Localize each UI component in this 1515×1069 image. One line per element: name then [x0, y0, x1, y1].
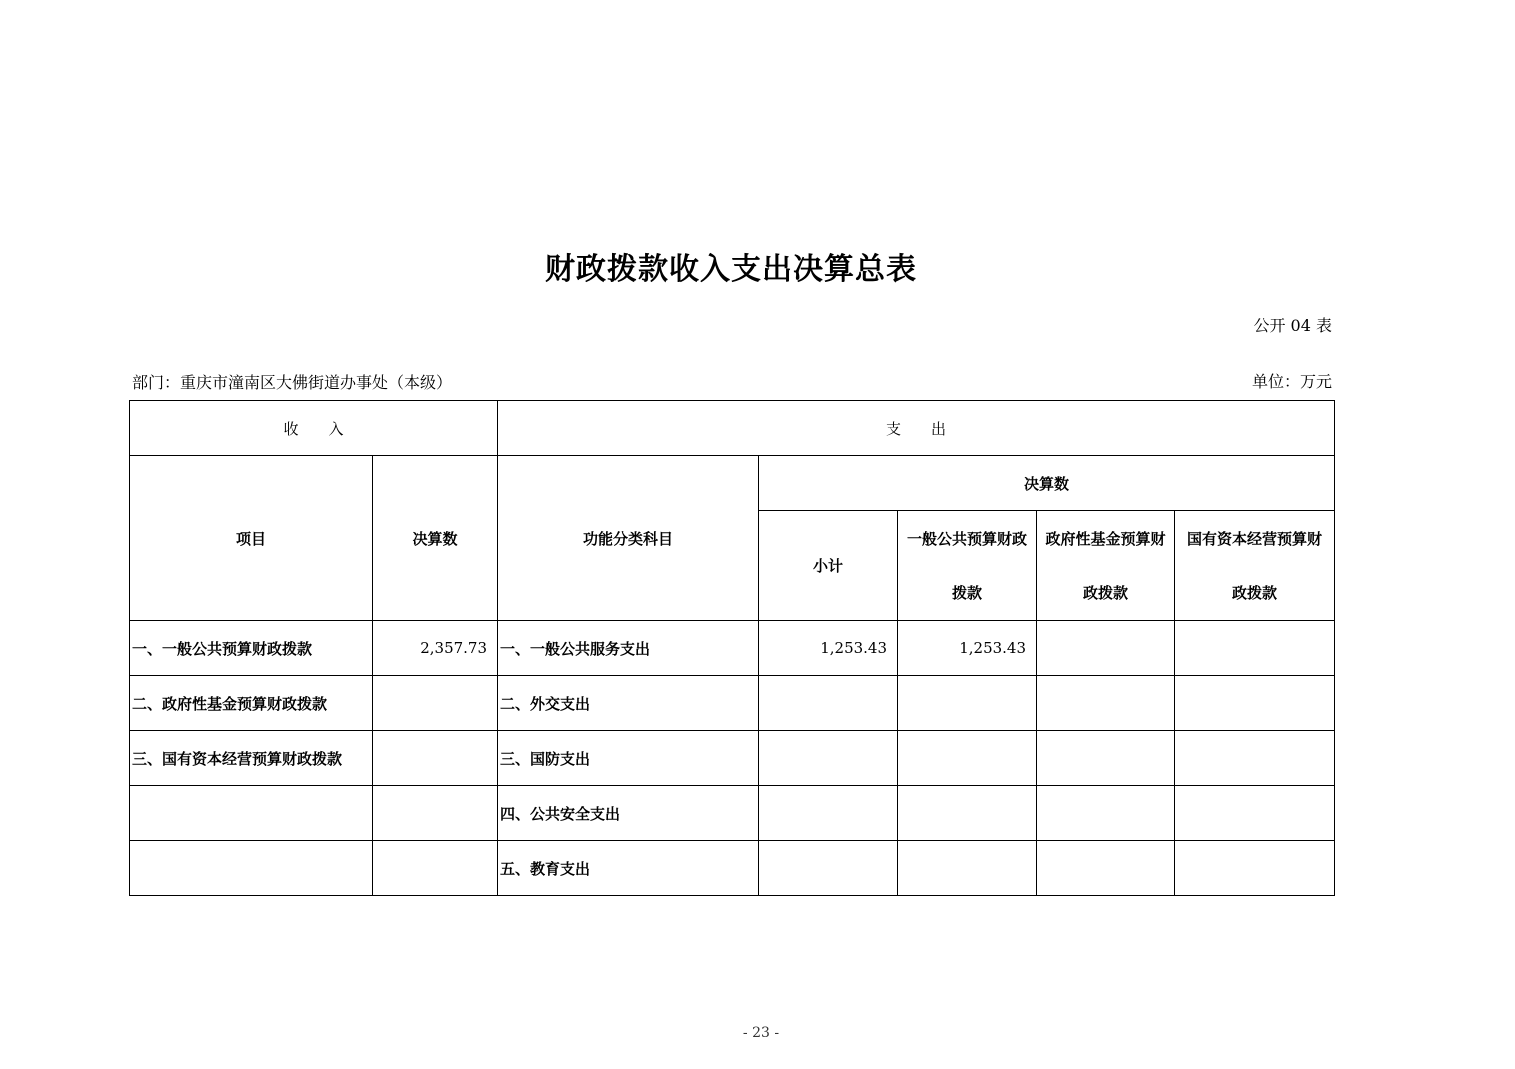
state-capital-cell [1175, 676, 1335, 731]
col-header-state-capital [1175, 511, 1335, 621]
page-number: - 23 - [742, 1025, 780, 1041]
income-item-cell: 一、一般公共预算财政拨款 [130, 621, 373, 676]
function-cell: 四、公共安全支出 [498, 786, 759, 841]
gov-fund-cell [1037, 786, 1175, 841]
col-header-function: 功能分类科目 [498, 456, 759, 621]
gov-fund-cell [1037, 621, 1175, 676]
subtotal-cell [759, 786, 898, 841]
income-amount-cell [373, 731, 498, 786]
income-amount-cell [373, 676, 498, 731]
state-capital-cell [1175, 621, 1335, 676]
table-row [130, 676, 1335, 731]
state-capital-cell [1175, 731, 1335, 786]
general-cell: 1,253.43 [898, 621, 1037, 676]
col-header-general [898, 511, 1037, 621]
income-item-cell: 三、国有资本经营预算财政拨款 [130, 731, 373, 786]
function-cell: 二、外交支出 [498, 676, 759, 731]
subtotal-cell [759, 731, 898, 786]
income-item-cell [130, 786, 373, 841]
table-row [130, 621, 1335, 676]
col-header-amount: 决算数 [373, 456, 498, 621]
subtotal-cell: 1,253.43 [759, 621, 898, 676]
unit-label: 单位：万元 [1251, 372, 1332, 391]
gov-fund-cell [1037, 841, 1175, 896]
function-cell: 一、一般公共服务支出 [498, 621, 759, 676]
col-header-general-line1: 一般公共预算财政 [907, 529, 1028, 548]
form-number: 公开 04 表 [1253, 316, 1332, 335]
col-header-state-capital-line1: 国有资本经营预算财 [1187, 529, 1323, 548]
col-header-gov-fund [1037, 511, 1175, 621]
general-cell [898, 731, 1037, 786]
page-title: 财政拨款收入支出决算总表 [545, 252, 917, 287]
subtotal-cell [759, 676, 898, 731]
col-header-gov-fund-line1: 政府性基金预算财 [1045, 529, 1166, 548]
state-capital-cell [1175, 841, 1335, 896]
income-item-cell [130, 841, 373, 896]
income-item-cell: 二、政府性基金预算财政拨款 [130, 676, 373, 731]
table-header-row-1 [130, 401, 1335, 456]
table-header-row-2 [130, 456, 1335, 511]
col-header-state-capital-line2: 政拨款 [1232, 583, 1278, 602]
expense-header: 支 出 [498, 401, 1335, 456]
subtotal-cell [759, 841, 898, 896]
function-cell: 五、教育支出 [498, 841, 759, 896]
budget-table [129, 400, 1335, 896]
general-cell [898, 786, 1037, 841]
col-header-item: 项目 [130, 456, 373, 621]
col-header-gov-fund-line2: 政拨款 [1083, 583, 1129, 602]
income-amount-cell [373, 841, 498, 896]
department-label: 部门：重庆市潼南区大佛街道办事处（本级） [132, 373, 453, 392]
general-cell [898, 841, 1037, 896]
table-row [130, 786, 1335, 841]
col-header-subtotal: 小计 [759, 511, 898, 621]
state-capital-cell [1175, 786, 1335, 841]
table-row [130, 731, 1335, 786]
function-cell: 三、国防支出 [498, 731, 759, 786]
col-header-general-line2: 拨款 [952, 583, 983, 602]
table-row [130, 841, 1335, 896]
income-header: 收 入 [130, 401, 498, 456]
income-amount-cell [373, 786, 498, 841]
general-cell [898, 676, 1037, 731]
gov-fund-cell [1037, 731, 1175, 786]
gov-fund-cell [1037, 676, 1175, 731]
income-amount-cell: 2,357.73 [373, 621, 498, 676]
col-header-final-group: 决算数 [759, 456, 1335, 511]
